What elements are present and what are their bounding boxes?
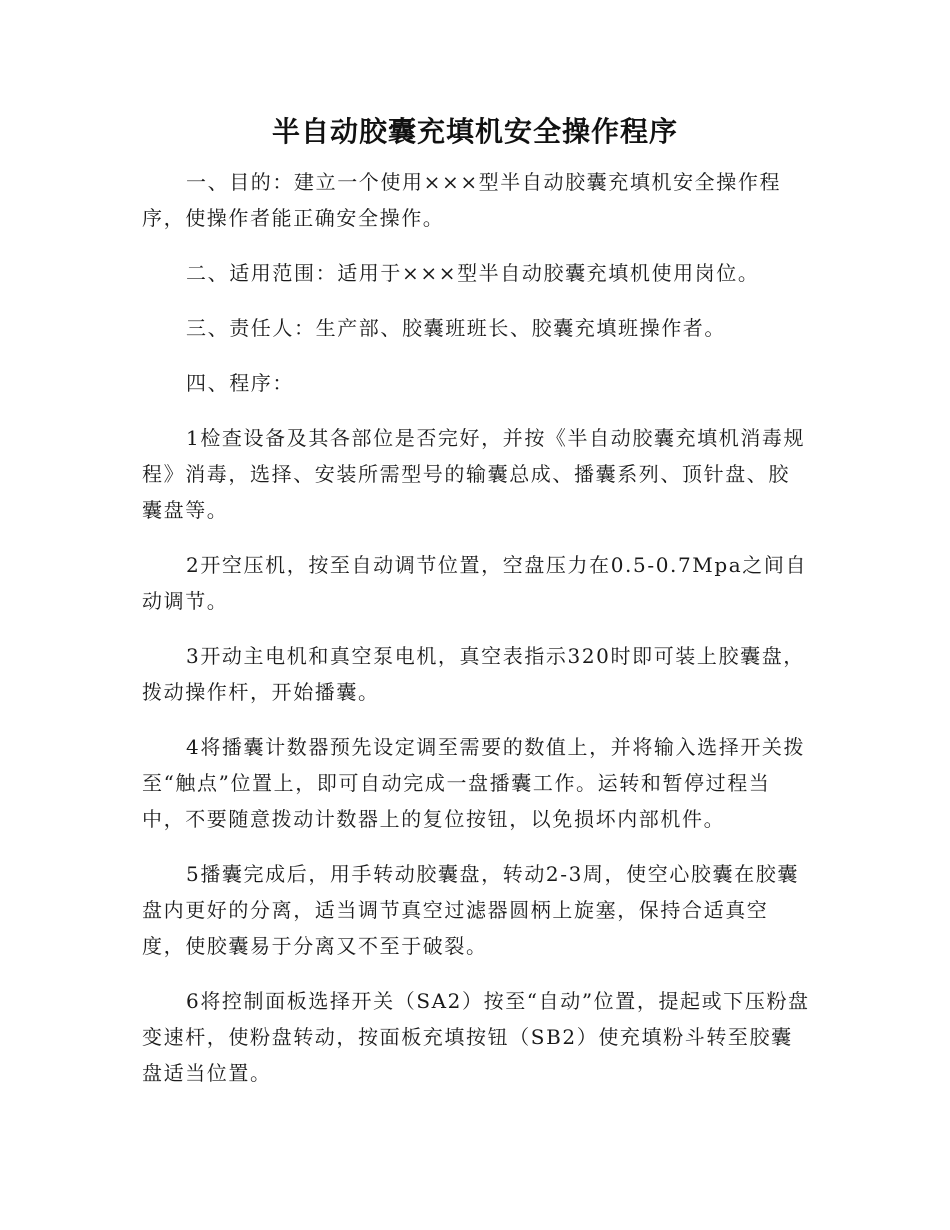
- paragraph-responsible: 三、责任人：生产部、胶囊班班长、胶囊充填班操作者。: [186, 316, 726, 340]
- paragraph-scope: 二、适用范围：适用于×××型半自动胶囊充填机使用岗位。: [186, 261, 760, 285]
- paragraph-purpose: 一、目的：建立一个使用×××型半自动胶囊充填机安全操作程序，使操作者能正确安全操作。: [142, 170, 782, 230]
- paragraph-step-5: 5播囊完成后，用手转动胶囊盘，转动2-3周，使空心胶囊在胶囊盘内更好的分离，适当调节真空过滤器圆柄上旋塞，保持合适真空度，使胶囊易于分离又不至于破裂。: [142, 862, 799, 958]
- paragraph-procedure-heading: 四、程序：: [186, 371, 294, 395]
- paragraph-step-2: 2开空压机，按至自动调节位置，空盘压力在0.5-0.7Mpa之间自动调节。: [142, 553, 808, 613]
- paragraph-step-1: 1检查设备及其各部位是否完好，并按《半自动胶囊充填机消毒规程》消毒，选择、安装所需型号的输囊总成、播囊系列、顶针盘、胶囊盘等。: [142, 426, 806, 522]
- document-body: [142, 164, 810, 1110]
- paragraph-step-3: 3开动主电机和真空泵电机，真空表指示320时即可装上胶囊盘，拨动操作杆，开始播囊。: [142, 644, 805, 704]
- document-title: 半自动胶囊充填机安全操作程序: [271, 115, 678, 148]
- paragraph-step-4: 4将播囊计数器预先设定调至需要的数值上，并将输入选择开关拨至“触点”位置上，即可自动完成一盘播囊工作。运转和暂停过程当中，不要随意拨动计数器上的复位按钮，以免损坏内部机件。: [142, 735, 806, 831]
- paragraph-step-6: 6将控制面板选择开关（SA2）按至“自动”位置，提起或下压粉盘变速杆，使粉盘转动，按面板充填按钮（SB2）使充填粉斗转至胶囊盘适当位置。: [142, 989, 810, 1085]
